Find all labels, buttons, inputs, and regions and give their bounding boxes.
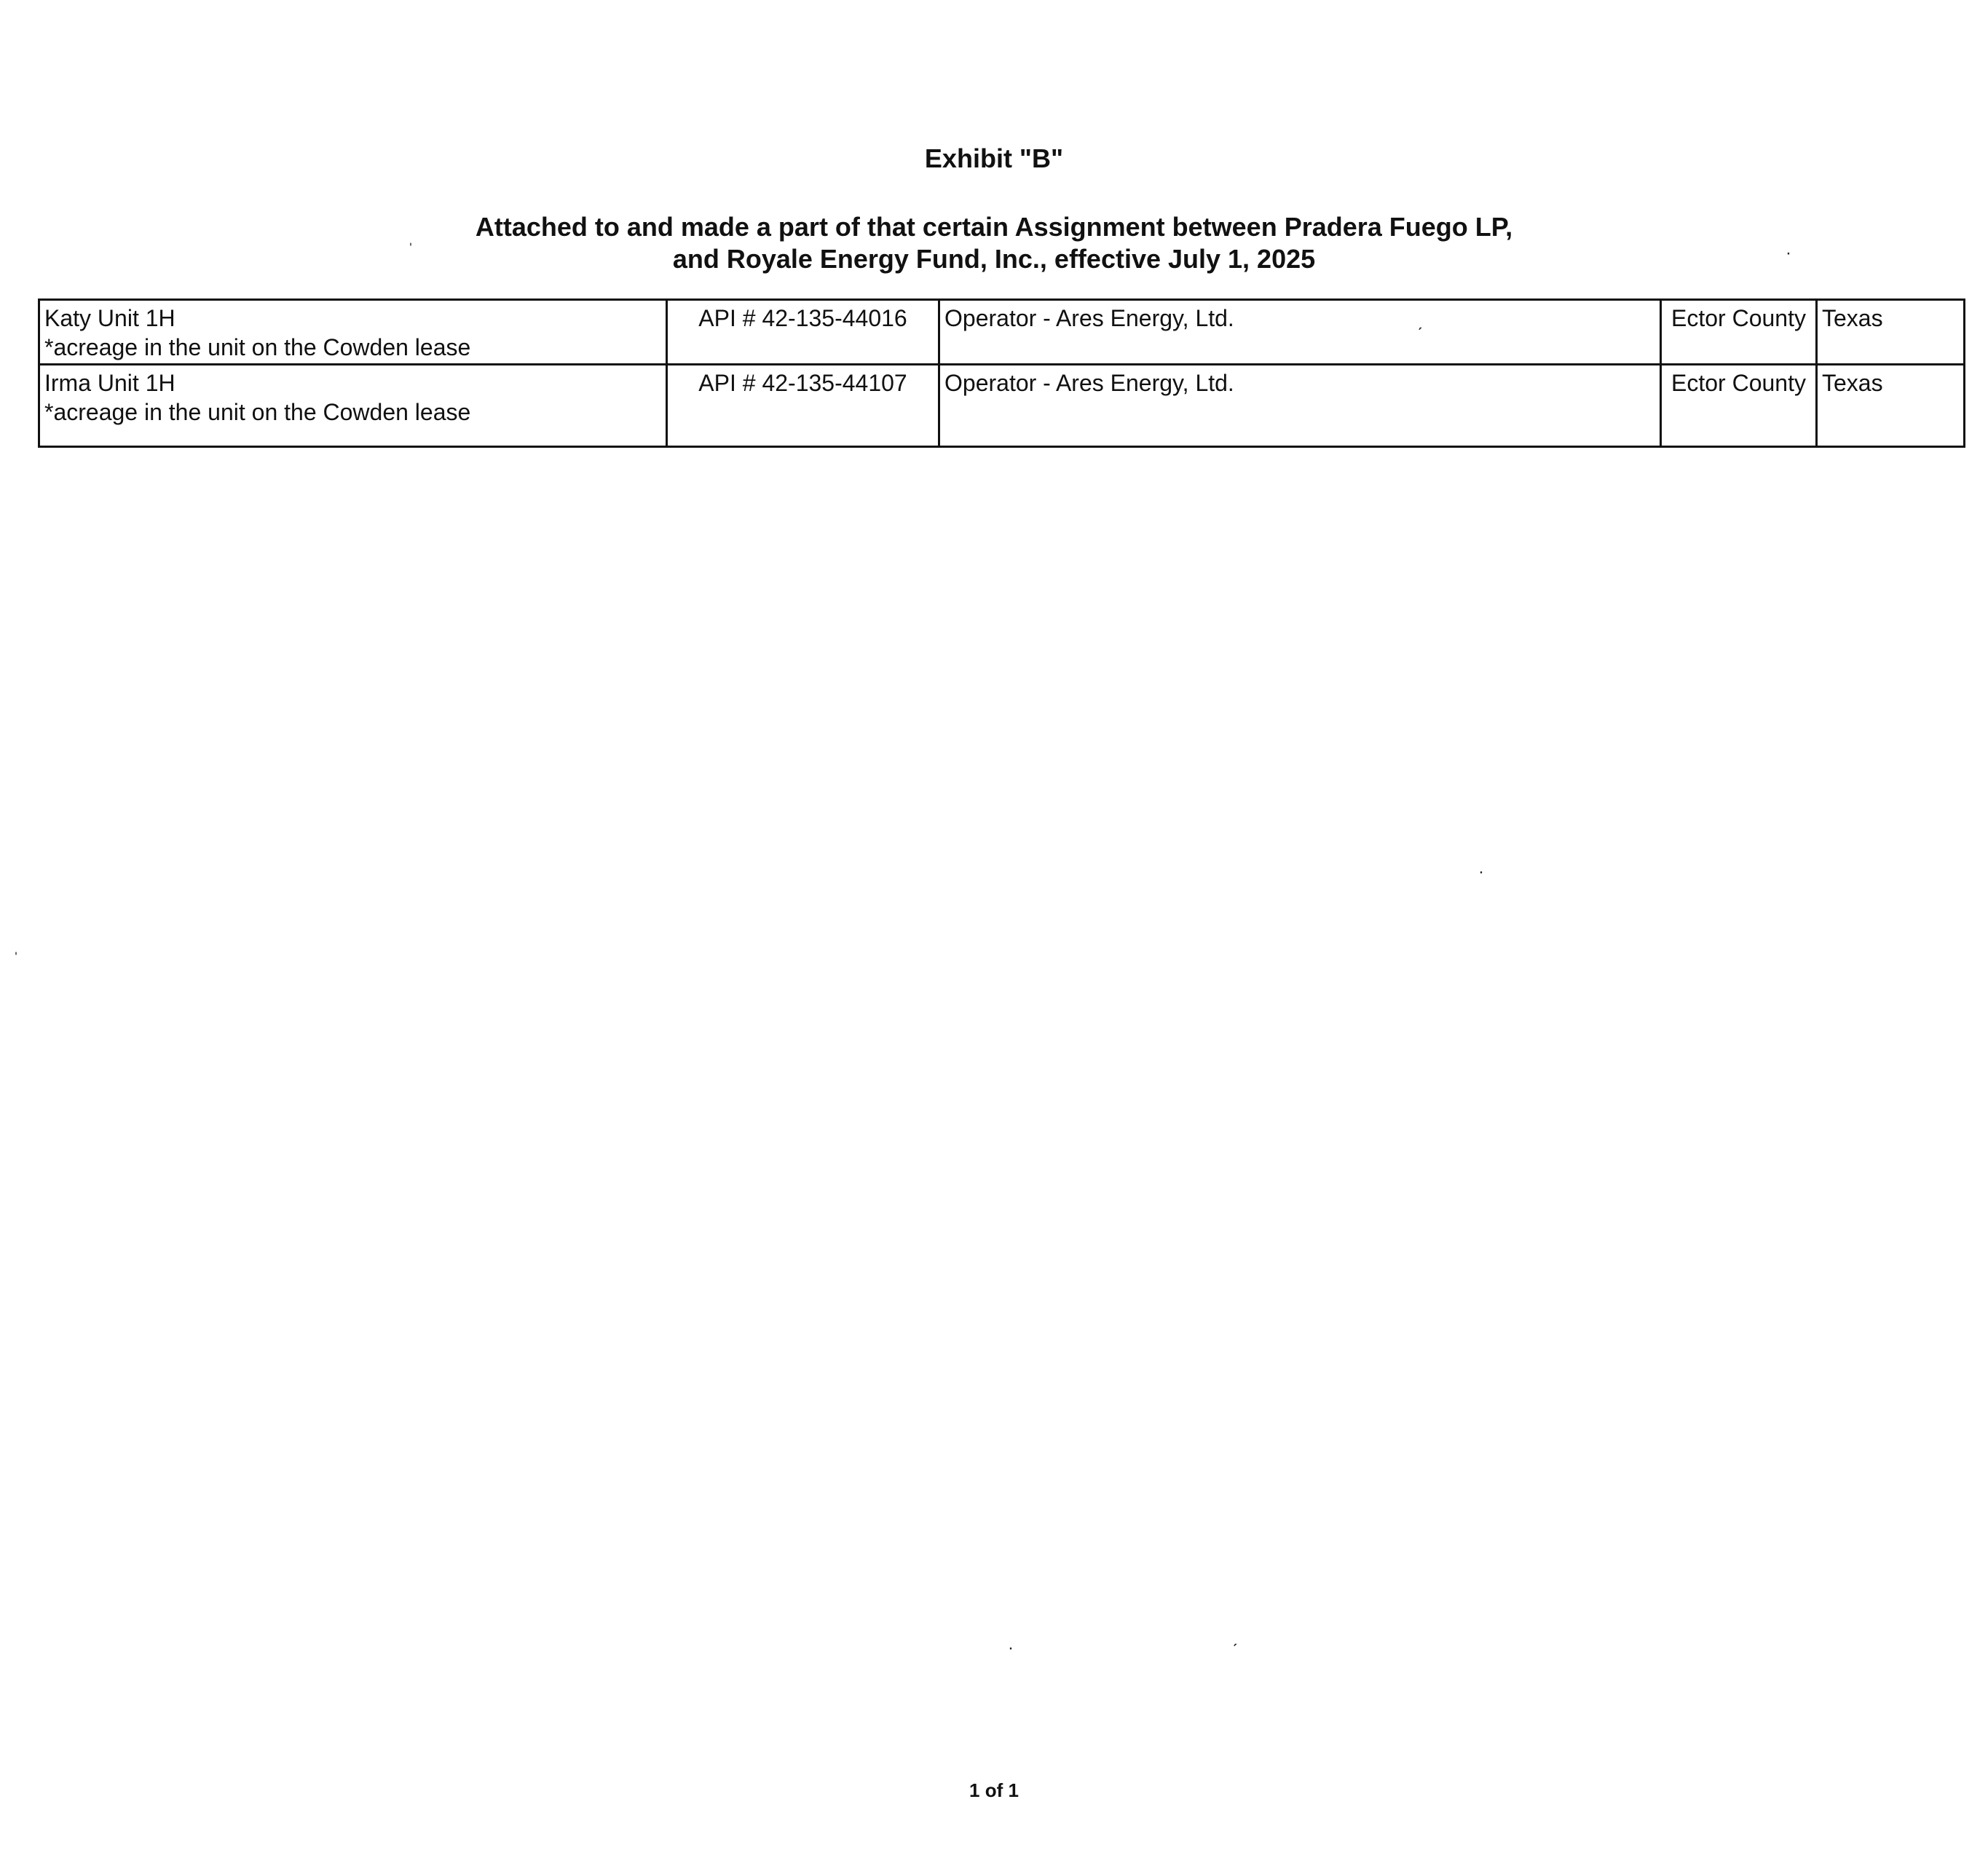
well-cell <box>39 300 667 365</box>
well-note: *acreage in the unit on the Cowden lease <box>44 399 471 425</box>
exhibit-title: Exhibit "B" <box>924 143 1064 173</box>
well-note: *acreage in the unit on the Cowden lease <box>44 334 471 360</box>
scan-speck: ˈ <box>13 949 19 969</box>
well-name: Irma Unit 1H <box>44 370 175 396</box>
well-cell <box>39 365 667 447</box>
subtitle-line-2: and Royale Energy Fund, Inc., effective July 1, 2025 <box>672 244 1316 274</box>
county-cell: Ector County <box>1661 365 1817 447</box>
subtitle-line-1: Attached to and made a part of that certain Assignment between Pradera Fuego LP, <box>475 212 1513 242</box>
county-cell: Ector County <box>1661 300 1817 365</box>
scan-speck: · <box>1786 243 1791 263</box>
state-cell: Texas <box>1817 300 1965 365</box>
well-name: Katy Unit 1H <box>44 305 175 331</box>
api-cell: API # 42-135-44107 <box>667 365 939 447</box>
scan-speck: ˊ <box>1417 325 1423 344</box>
scan-speck: ˊ <box>1232 1641 1238 1661</box>
operator-cell: Operator - Ares Energy, Ltd. <box>939 300 1661 365</box>
scan-speck: · <box>1478 862 1484 882</box>
table-row <box>39 365 1965 447</box>
scan-speck: ˈ <box>408 240 414 260</box>
wells-table <box>38 299 1965 448</box>
table-row <box>39 300 1965 365</box>
exhibit-subtitle <box>0 211 1988 275</box>
operator-cell: Operator - Ares Energy, Ltd. <box>939 365 1661 447</box>
page-number: 1 of 1 <box>969 1779 1019 1801</box>
scan-speck: · <box>1008 1638 1014 1658</box>
api-cell: API # 42-135-44016 <box>667 300 939 365</box>
state-cell: Texas <box>1817 365 1965 447</box>
